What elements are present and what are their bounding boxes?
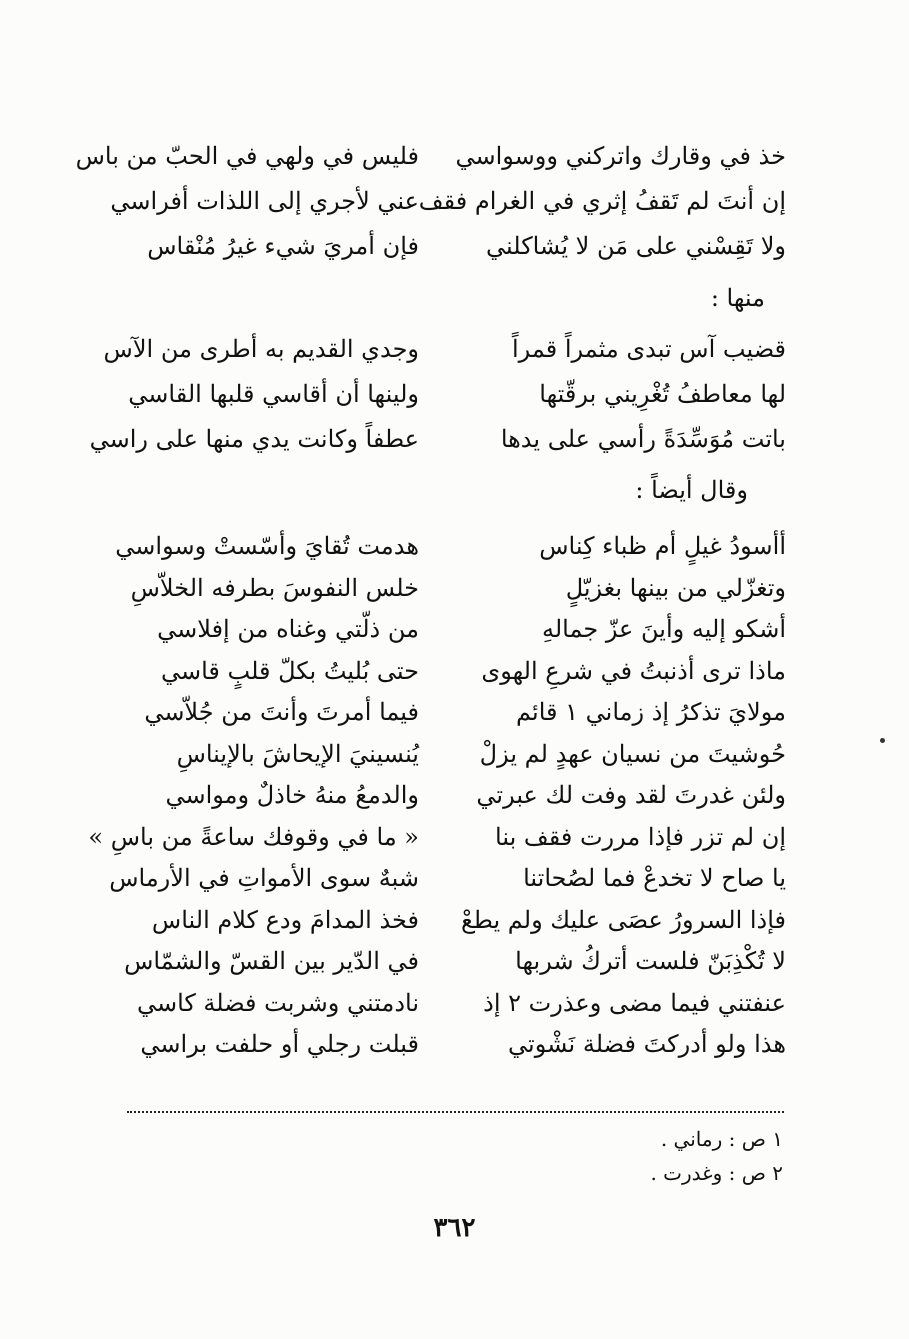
first-hemistich: لها معاطفُ تُغْرِيني برقّتها bbox=[539, 380, 786, 408]
verse-couplet bbox=[0, 774, 909, 816]
first-hemistich: ماذا ترى أذنبتُ في شرعِ الهوى bbox=[481, 656, 786, 685]
poem-section-1 bbox=[0, 135, 909, 270]
verse-couplet bbox=[0, 982, 909, 1024]
verse-couplet bbox=[0, 899, 909, 941]
first-hemistich: قضيب آس تبدى مثمراً قمراً bbox=[511, 335, 786, 363]
first-hemistich: فإذا السرورُ عصَى عليك ولم يطعْ bbox=[461, 905, 786, 934]
verse-couplet bbox=[0, 691, 909, 733]
verse-couplet bbox=[0, 1023, 909, 1065]
footnote-divider bbox=[127, 1111, 784, 1113]
first-hemistich: عنفتني فيما مضى وعذرت ٢ إذ bbox=[483, 988, 786, 1017]
second-hemistich: والدمعُ منهُ خاذلٌ ومواسي bbox=[165, 781, 419, 809]
first-hemistich: إن أنتَ لم تَقفُ إثري في الغرام فقف bbox=[418, 187, 786, 215]
first-hemistich: أأسودُ غيلٍ أم ظباء كِناس bbox=[539, 532, 786, 560]
second-hemistich: من ذلّتي وغناه من إفلاسي bbox=[157, 615, 419, 643]
second-hemistich: فليس في ولهي في الحبّ من باس bbox=[75, 142, 419, 170]
section-intro-2: وقال أيضاً : bbox=[635, 476, 748, 504]
first-hemistich: ولا تَقِسْني على مَن لا يُشاكلني bbox=[486, 232, 786, 260]
verse-couplet bbox=[0, 525, 909, 567]
verse-couplet bbox=[0, 328, 909, 373]
second-hemistich: فيما أمرتَ وأنتَ من جُلاّسي bbox=[144, 698, 419, 726]
first-hemistich: يا صاح لا تخدعْ فما لصُحاتنا bbox=[523, 864, 786, 892]
second-hemistich: حتى بُليتُ بكلّ قلبٍ قاسي bbox=[160, 656, 419, 685]
section-intro-1: منها : bbox=[710, 284, 765, 312]
first-hemistich: باتت مُوَسِّدَةً رأسي على يدها bbox=[500, 425, 786, 453]
second-hemistich: قبلت رجلي أو حلفت براسي bbox=[140, 1030, 419, 1058]
second-hemistich: في الدّير بين القسّ والشمّاس bbox=[124, 947, 419, 975]
verse-couplet bbox=[0, 816, 909, 858]
poem-section-2 bbox=[0, 328, 909, 463]
verse-couplet bbox=[0, 857, 909, 899]
first-hemistich: هذا ولو أدركتَ فضلة نَشْوتي bbox=[508, 1030, 786, 1058]
page-number: ٣٦٢ bbox=[433, 1213, 476, 1243]
first-hemistich: ولئن غدرتَ لقد وفت لك عبرتي bbox=[476, 781, 786, 809]
second-hemistich: عني لأجري إلى اللذات أفراسي bbox=[110, 187, 419, 215]
first-hemistich: مولايَ تذكرُ إذ زماني ١ قائم bbox=[516, 698, 786, 726]
verse-couplet bbox=[0, 567, 909, 609]
first-hemistich: أشكو إليه وأينَ عزّ جمالهِ bbox=[541, 615, 786, 643]
second-hemistich: هدمت تُقايَ وأسّستْ وسواسي bbox=[115, 532, 419, 560]
second-hemistich: نادمتني وشربت فضلة كاسي bbox=[136, 988, 419, 1017]
first-hemistich: وتغزّلي من بينها بغزيّلٍ bbox=[565, 573, 786, 602]
first-hemistich: إن لم تزر فإذا مررت فقف بنا bbox=[495, 822, 786, 851]
verse-couplet bbox=[0, 418, 909, 463]
verse-couplet bbox=[0, 180, 909, 225]
verse-couplet bbox=[0, 135, 909, 180]
second-hemistich: يُنسينيَ الإيحاشَ بالإيناسِ bbox=[176, 739, 419, 768]
second-hemistich: وجدي القديم به أطرى من الآس bbox=[103, 335, 419, 363]
verse-couplet bbox=[0, 733, 909, 775]
first-hemistich: خذ في وقارك واتركني ووسواسي bbox=[455, 142, 786, 170]
verse-couplet bbox=[0, 650, 909, 692]
first-hemistich: حُوشيتَ من نسيان عهدٍ لم يزلْ bbox=[479, 739, 786, 768]
verse-couplet bbox=[0, 608, 909, 650]
first-hemistich: لا تُكْذِبَنّ فلست أتركُ شربها bbox=[515, 947, 786, 975]
second-hemistich: فخذ المدامَ ودع كلام الناس bbox=[151, 905, 419, 934]
verse-couplet bbox=[0, 940, 909, 982]
footnote-2: ٢ ص : وغدرت . bbox=[650, 1161, 783, 1185]
verse-couplet bbox=[0, 373, 909, 418]
second-hemistich: خلس النفوسَ بطرفه الخلاّسِ bbox=[130, 573, 419, 602]
second-hemistich: شبهٌ سوى الأمواتِ في الأرماس bbox=[109, 864, 419, 892]
scan-speck bbox=[880, 738, 885, 743]
second-hemistich: عطفاً وكانت يدي منها على راسي bbox=[89, 425, 419, 453]
second-hemistich: « ما في وقوفك ساعةً من باسِ » bbox=[88, 822, 419, 851]
poem-section-3 bbox=[0, 525, 909, 1065]
second-hemistich: فإن أمريَ شيء غيرُ مُنْقاس bbox=[147, 232, 419, 260]
footnote-1: ١ ص : رماني . bbox=[660, 1127, 783, 1151]
second-hemistich: ولينها أن أقاسي قلبها القاسي bbox=[128, 380, 419, 408]
verse-couplet bbox=[0, 225, 909, 270]
